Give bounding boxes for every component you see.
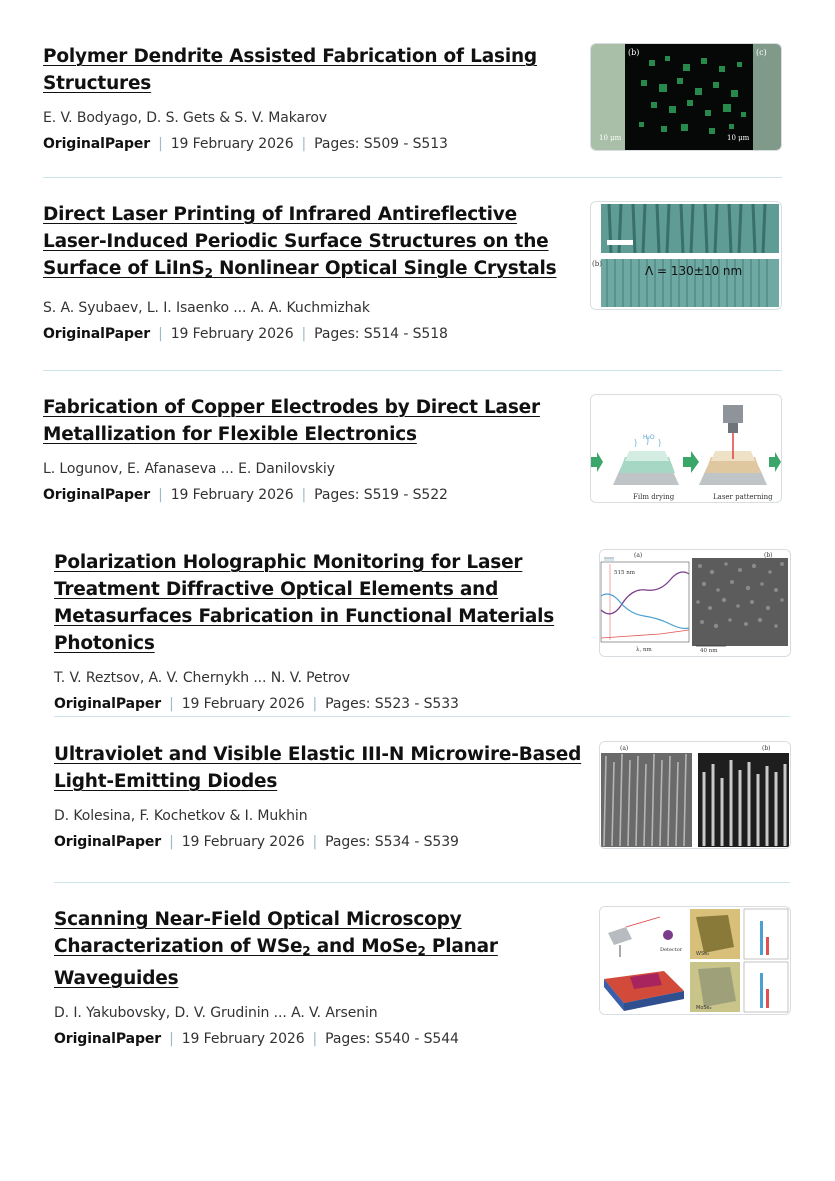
article-title-link[interactable]: Ultraviolet and Visible Elastic III-N Microwire-Based Light-Emitting Diodes [54, 744, 582, 792]
article-meta [54, 1031, 584, 1047]
article-authors: D. I. Yakubovsky, D. V. Grudinin ... A. V. Arsenin [54, 1005, 378, 1021]
title-subscript: 2 [417, 944, 426, 958]
panel-label: (b) [628, 48, 640, 57]
article-pages: Pages: S534 - S539 [325, 834, 459, 850]
article-type: OriginalPaper [54, 696, 162, 712]
panel-label: (b) [764, 552, 773, 559]
article-authors: S. A. Syubaev, L. I. Isaenko ... A. A. Kuchmizhak [43, 300, 370, 316]
article-title-link[interactable] [54, 906, 584, 992]
meta-separator: | [301, 326, 307, 342]
wavelength-marker: 515 nm [614, 570, 636, 576]
title-subscript: 2 [204, 266, 213, 280]
article-date: 19 February 2026 [170, 326, 294, 342]
article-date: 19 February 2026 [181, 834, 305, 850]
article-thumbnail[interactable] [599, 549, 791, 657]
article-pages: Pages: S519 - S522 [314, 487, 448, 503]
article-thumbnail[interactable] [599, 741, 791, 849]
scale-bar-label: 10 μm [599, 134, 622, 142]
meta-separator: | [312, 696, 318, 712]
scale-bar-label: 40 nm [700, 648, 718, 654]
article-title-link[interactable]: Polarization Holographic Monitoring for Laser Treatment Diffractive Optical Elements and Metasurfaces Fabrication in Functional Materials Photonics [54, 552, 555, 654]
article-item [43, 394, 568, 503]
article-authors: L. Logunov, E. Afanaseva ... E. Danilovskiy [43, 461, 335, 477]
meta-separator: | [169, 696, 174, 712]
title-text: Nonlinear Optical Single Crystals [212, 258, 557, 279]
article-meta [43, 136, 568, 152]
title-text: Direct Laser Printing of Infrared Antireflective Laser-Induced Periodic Surface Structures on the Surface of LiInS [43, 204, 549, 279]
meta-separator: | [169, 1031, 174, 1047]
article-thumbnail[interactable] [590, 43, 782, 151]
article-meta [54, 696, 579, 712]
fabrication-process-diagram [591, 395, 781, 502]
axis-label: λ, nm [636, 647, 652, 653]
article-item [43, 43, 568, 152]
microwire-sem-image [600, 742, 790, 848]
article-item [54, 549, 579, 712]
title-text: Scanning Near-Field Optical Microscopy Characterization of WSe [54, 909, 462, 957]
article-item [54, 906, 584, 1047]
article-date: 19 February 2026 [181, 1031, 305, 1047]
panel-label: (a) [634, 552, 643, 559]
material-label: WSe₂ [696, 951, 710, 957]
meta-separator: | [301, 487, 307, 503]
scale-bar-label: 10 μm [727, 134, 750, 142]
fluorescence-microscopy-image [591, 44, 781, 150]
article-date: 19 February 2026 [170, 487, 294, 503]
article-type: OriginalPaper [54, 1031, 162, 1047]
article-pages: Pages: S514 - S518 [314, 326, 448, 342]
article-meta [54, 834, 584, 850]
article-authors: E. V. Bodyago, D. S. Gets & S. V. Makarov [43, 110, 327, 126]
panel-label: (b) [592, 260, 602, 268]
article-title-link[interactable]: Polymer Dendrite Assisted Fabrication of Lasing Structures [43, 46, 537, 94]
article-title-link[interactable]: Fabrication of Copper Electrodes by Direct Laser Metallization for Flexible Electronics [43, 397, 540, 445]
article-type: OriginalPaper [43, 487, 151, 503]
article-item [43, 201, 573, 342]
title-text: Planar Waveguides [54, 936, 498, 989]
article-meta [43, 487, 568, 503]
article-thumbnail[interactable] [590, 394, 782, 503]
article-thumbnail[interactable] [590, 201, 782, 310]
article-pages: Pages: S509 - S513 [314, 136, 448, 152]
article-divider [54, 882, 790, 883]
meta-separator: | [158, 136, 163, 152]
panel-label: (a) [620, 745, 629, 752]
step-label: Film drying [633, 493, 675, 501]
article-title-link[interactable] [43, 201, 573, 287]
period-label: Λ = 130±10 nm [645, 264, 743, 278]
article-thumbnail[interactable] [599, 906, 791, 1015]
meta-separator: | [158, 326, 163, 342]
article-divider [43, 177, 782, 178]
title-subscript: 2 [302, 944, 311, 958]
material-label: MoSe₂ [696, 1005, 712, 1011]
title-text: and MoSe [310, 936, 418, 957]
meta-separator: | [312, 834, 318, 850]
sem-lipss-image [591, 202, 781, 309]
step-label: Laser patterning [713, 493, 773, 501]
meta-separator: | [158, 487, 163, 503]
meta-separator: | [301, 136, 307, 152]
article-type: OriginalPaper [54, 834, 162, 850]
article-divider [43, 370, 782, 371]
article-type: OriginalPaper [43, 136, 151, 152]
article-item [54, 741, 584, 850]
article-pages: Pages: S540 - S544 [325, 1031, 459, 1047]
article-type: OriginalPaper [43, 326, 151, 342]
article-date: 19 February 2026 [181, 696, 305, 712]
meta-separator: | [169, 834, 174, 850]
detector-label: Detector [660, 947, 683, 953]
article-divider [54, 716, 790, 717]
article-meta [43, 326, 573, 342]
article-authors: D. Kolesina, F. Kochetkov & I. Mukhin [54, 808, 308, 824]
water-label: H₂O [643, 434, 655, 441]
panel-label: (b) [762, 745, 771, 752]
article-authors: T. V. Reztsov, A. V. Chernykh ... N. V. Petrov [54, 670, 350, 686]
meta-separator: | [312, 1031, 318, 1047]
article-date: 19 February 2026 [170, 136, 294, 152]
article-pages: Pages: S523 - S533 [325, 696, 459, 712]
panel-label: (c) [756, 48, 767, 57]
spectra-and-sem-image [600, 550, 790, 656]
snom-setup-figure [600, 907, 790, 1014]
